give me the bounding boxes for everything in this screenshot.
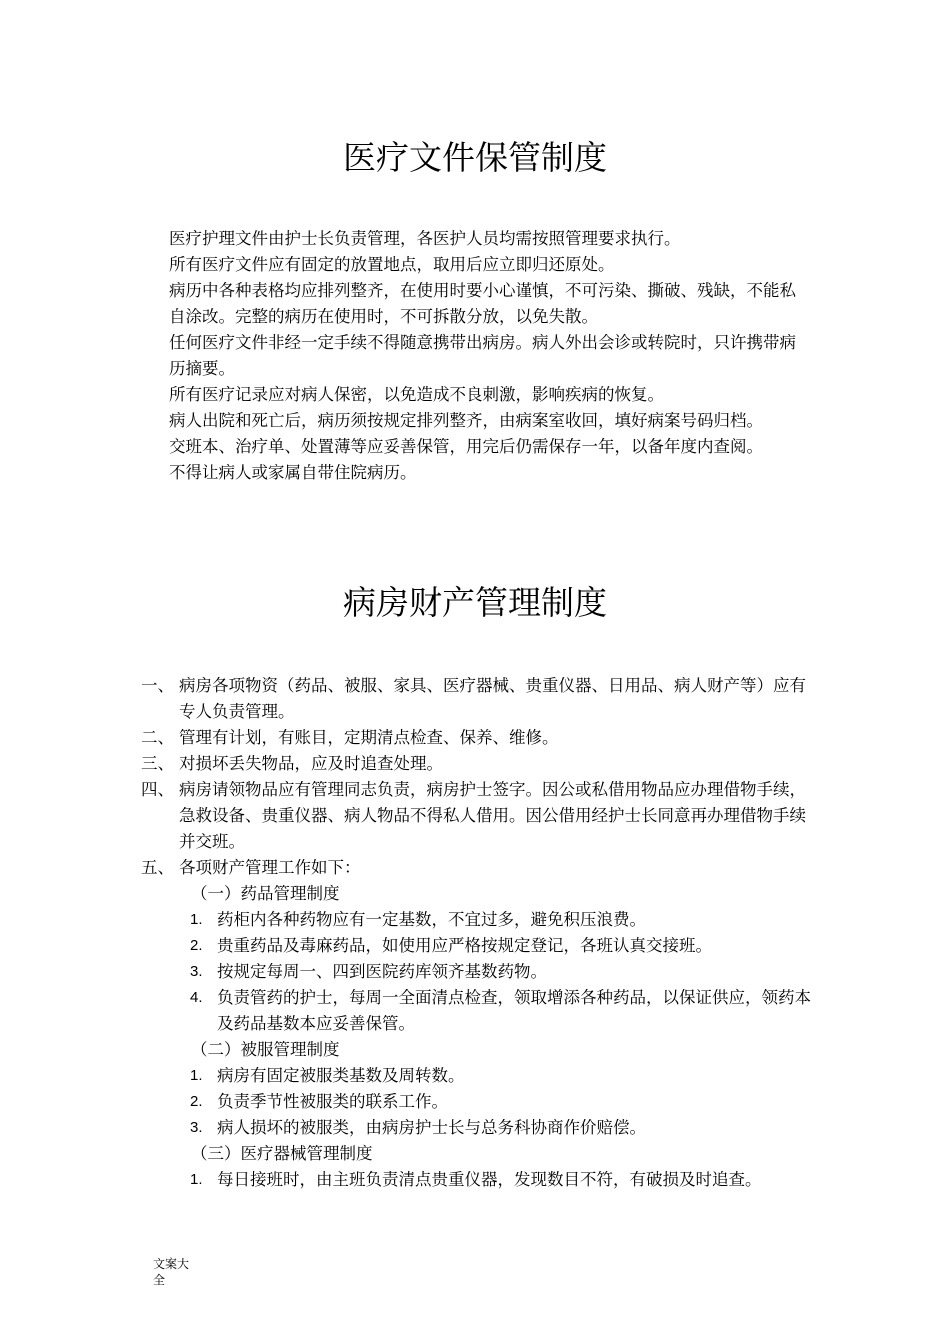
item-number: 3. (190, 1119, 203, 1136)
sub-heading-medicine: （一）药品管理制度 (191, 884, 340, 903)
item-text: 病人损坏的被服类，由病房护士长与总务科协商作价赔偿。 (217, 1118, 646, 1137)
list-number: 四、 (141, 780, 174, 799)
paragraph: 医疗护理文件由护士长负责管理，各医护人员均需按照管理要求执行。 (169, 229, 681, 248)
paragraph: 所有医疗记录应对病人保密，以免造成不良刺激，影响疾病的恢复。 (169, 385, 664, 404)
list-text: 管理有计划，有账目，定期清点检查、保养、维修。 (179, 728, 559, 747)
item-number: 2. (190, 1093, 203, 1110)
list-item (141, 673, 813, 725)
paragraph: 不得让病人或家属自带住院病历。 (169, 463, 417, 482)
item-text: 贵重药品及毒麻药品，如使用应严格按规定登记，各班认真交接班。 (217, 936, 712, 955)
list-item (141, 777, 813, 855)
item-text: 负责季节性被服类的联系工作。 (217, 1092, 448, 1111)
numbered-item (141, 933, 813, 959)
item-text: 按规定每周一、四到医院药库领齐基数药物。 (217, 962, 547, 981)
numbered-item (141, 1167, 813, 1193)
list-item (141, 855, 813, 881)
paragraph: 所有医疗文件应有固定的放置地点，取用后应立即归还原处。 (169, 255, 615, 274)
sub-heading-equipment: （三）医疗器械管理制度 (191, 1144, 373, 1163)
list-number: 一、 (141, 676, 174, 695)
list-text: 对损坏丢失物品，应及时追查处理。 (179, 754, 443, 773)
item-text: 负责管药的护士，每周一全面清点检查，领取增添各种药品，以保证供应，领药本及药品基数本应妥善保管。 (217, 988, 811, 1033)
paragraph: 病历中各种表格均应排列整齐，在使用时要小心谨慎，不可污染、撕破、残缺，不能私自涂改。完整的病历在使用时，不可拆散分放，以免失散。 (169, 281, 796, 326)
numbered-item (141, 1089, 813, 1115)
item-number: 1. (190, 911, 203, 928)
numbered-item (141, 959, 813, 985)
list-item (141, 725, 813, 751)
page-footer: 文案大全 (153, 1257, 190, 1287)
item-text: 每日接班时，由主班负责清点贵重仪器，发现数目不符，有破损及时追查。 (217, 1170, 762, 1189)
numbered-item (141, 985, 813, 1037)
item-text: 药柜内各种药物应有一定基数，不宜过多，避免积压浪费。 (217, 910, 646, 929)
list-item (141, 751, 813, 777)
document-title-2: 病房财产管理制度 (343, 583, 607, 622)
numbered-item (141, 907, 813, 933)
list-number: 三、 (141, 754, 174, 773)
sub-heading-bedding: （二）被服管理制度 (191, 1040, 340, 1059)
paragraph: 交班本、治疗单、处置薄等应妥善保管，用完后仍需保存一年，以备年度内查阅。 (169, 437, 763, 456)
item-number: 4. (190, 989, 203, 1006)
list-text: 病房各项物资（药品、被服、家具、医疗器械、贵重仪器、日用品、病人财产等）应有专人负责管理。 (179, 676, 806, 721)
item-number: 1. (190, 1067, 203, 1084)
document-title-1: 医疗文件保管制度 (343, 138, 607, 177)
paragraph: 病人出院和死亡后，病历须按规定排列整齐，由病案室收回，填好病案号码归档。 (169, 411, 763, 430)
item-number: 2. (190, 937, 203, 954)
list-text: 病房请领物品应有管理同志负责，病房护士签字。因公或私借用物品应办理借物手续，急救设备、贵重仪器、病人物品不得私人借用。因公借用经护士长同意再办理借物手续并交班。 (179, 780, 806, 851)
section-medical-files (169, 226, 809, 486)
list-number: 五、 (141, 858, 174, 877)
item-text: 病房有固定被服类基数及周转数。 (217, 1066, 465, 1085)
list-number: 二、 (141, 728, 174, 747)
numbered-item (141, 1115, 813, 1141)
item-number: 1. (190, 1171, 203, 1188)
item-number: 3. (190, 963, 203, 980)
numbered-item (141, 1063, 813, 1089)
section-ward-property (141, 673, 813, 1193)
paragraph: 任何医疗文件非经一定手续不得随意携带出病房。病人外出会诊或转院时，只许携带病历摘要。 (169, 333, 796, 378)
list-text: 各项财产管理工作如下： (179, 858, 361, 877)
